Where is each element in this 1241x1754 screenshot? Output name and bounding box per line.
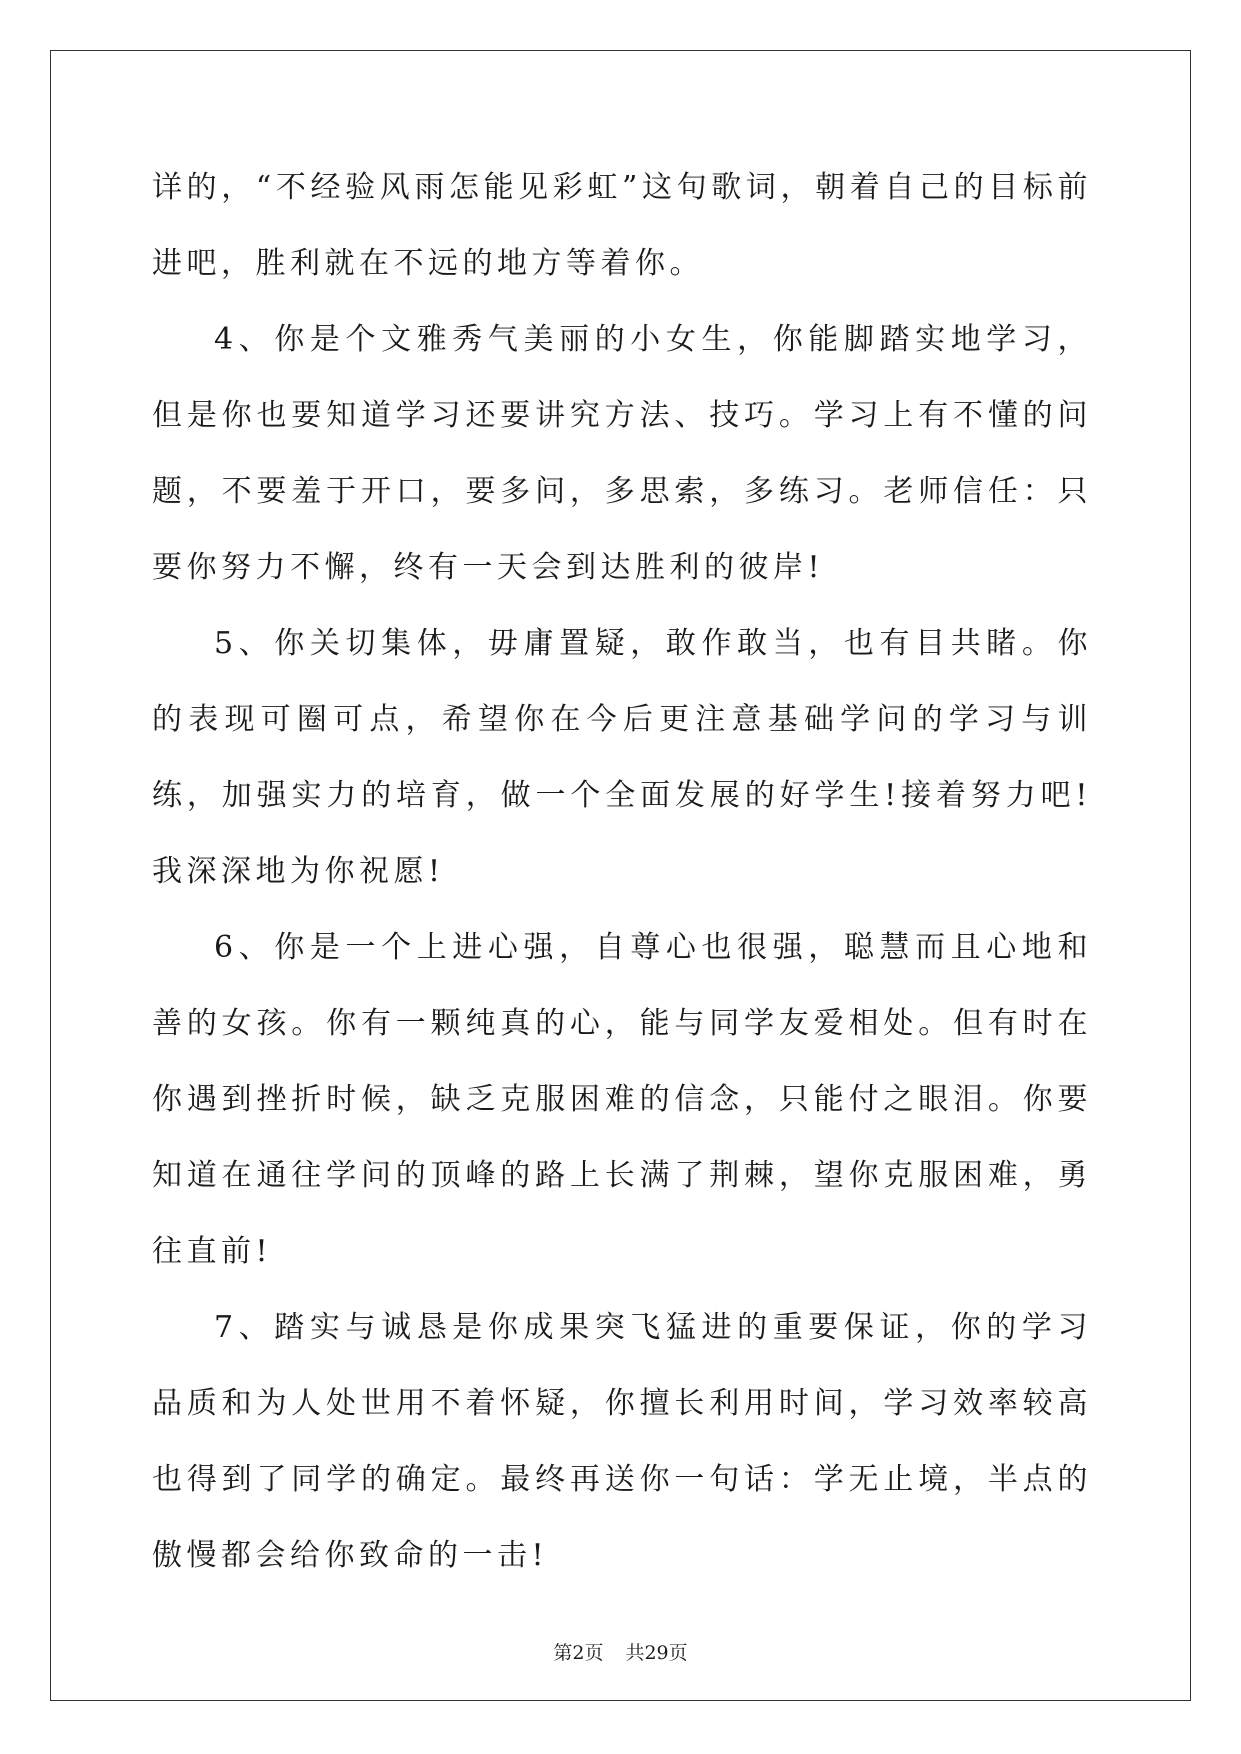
page-number: 第2页 [553,1642,604,1664]
document-body [152,150,1092,1594]
paragraph-continued: 详的，“不经验风雨怎能见彩虹”这句歌词，朝着自己的目标前进吧，胜利就在不远的地方等着你。 [152,170,1092,281]
paragraph-item-6: 6、你是一个上进心强，自尊心也很强，聪慧而且心地和善的女孩。你有一颗纯真的心，能与同学友爱相处。但有时在你遇到挫折时候，缺乏克服困难的信念，只能付之眼泪。你要知道在通往学问的顶峰的路上长满了荆棘，望你克服困难，勇往直前! [152,930,1092,1269]
paragraph-item-4: 4、你是个文雅秀气美丽的小女生，你能脚踏实地学习，但是你也要知道学习还要讲究方法、技巧。学习上有不懂的问题，不要羞于开口，要多问，多思索，多练习。老师信任：只要你努力不懈，终有一天会到达胜利的彼岸! [152,322,1092,585]
paragraph-item-5: 5、你关切集体，毋庸置疑，敢作敢当，也有目共睹。你的表现可圈可点，希望你在今后更注意基础学问的学习与训练，加强实力的培育，做一个全面发展的好学生!接着努力吧!我深深地为你祝愿! [152,626,1092,889]
paragraph-item-7: 7、踏实与诚恳是你成果突飞猛进的重要保证，你的学习品质和为人处世用不着怀疑，你擅长利用时间，学习效率较高也得到了同学的确定。最终再送你一句话：学无止境，半点的傲慢都会给你致命的一击! [152,1310,1092,1573]
page-footer [0,1638,1241,1665]
page-total: 共29页 [625,1642,688,1664]
